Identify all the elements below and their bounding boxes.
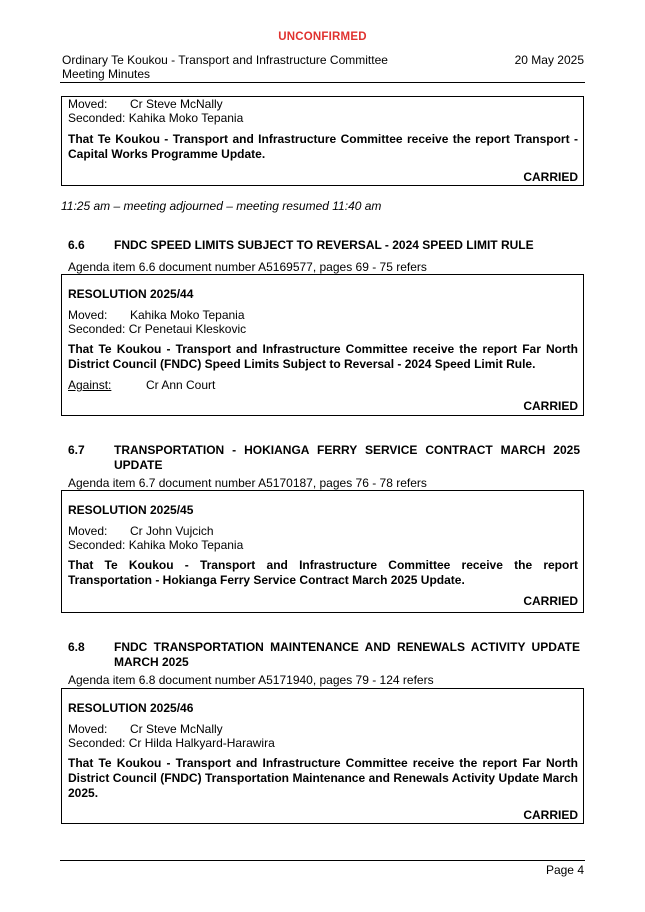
- moved-by: Kahika Moko Tepania: [130, 308, 245, 322]
- resolution-number: RESOLUTION 2025/44: [68, 287, 194, 301]
- moved-by: Cr John Vujcich: [130, 524, 214, 538]
- seconded-row: [68, 538, 578, 552]
- seconded-row: [68, 736, 578, 750]
- seconded-label: Seconded:: [68, 322, 126, 336]
- moved-row: [68, 308, 578, 322]
- resolution-box-2025-46: [61, 688, 584, 824]
- against-label: Against:: [68, 378, 112, 392]
- result-carried: CARRIED: [523, 594, 578, 608]
- motion-text: That Te Koukou - Transport and Infrastructure Committee receive the report Transportation - Hokianga Ferry Service Contract March 2025 Update.: [68, 558, 578, 587]
- moved-row: [68, 722, 578, 736]
- motion-text: That Te Koukou - Transport and Infrastructure Committee receive the report Transport - Capital Works Programme Update.: [68, 132, 578, 161]
- item-number: 6.8: [68, 640, 85, 654]
- resolution-number: RESOLUTION 2025/46: [68, 701, 194, 715]
- meeting-date: 20 May 2025: [514, 53, 584, 67]
- adjournment-note: 11:25 am – meeting adjourned – meeting resumed 11:40 am: [61, 199, 382, 213]
- moved-by: Cr Steve McNally: [130, 97, 223, 111]
- motion-text: That Te Koukou - Transport and Infrastructure Committee receive the report Far North District Council (FNDC) Transportation Maintenance and Renewals Activity Update March 2025.: [68, 756, 578, 800]
- item-title: FNDC TRANSPORTATION MAINTENANCE AND RENEWALS ACTIVITY UPDATE MARCH 2025: [114, 640, 580, 669]
- moved-row: [68, 97, 578, 111]
- unconfirmed-label: UNCONFIRMED: [278, 31, 367, 43]
- item-number: 6.6: [68, 238, 85, 252]
- agenda-reference: Agenda item 6.6 document number A5169577, pages 69 - 75 refers: [68, 260, 427, 274]
- committee-name: Ordinary Te Koukou - Transport and Infrastructure Committee: [62, 53, 388, 67]
- seconded-label: Seconded:: [68, 111, 126, 125]
- seconded-row: [68, 322, 578, 336]
- moved-label: Moved:: [68, 308, 108, 322]
- resolution-box-2025-45: [61, 490, 584, 613]
- page-header-title: [62, 53, 388, 81]
- moved-label: Moved:: [68, 722, 108, 736]
- result-carried: CARRIED: [523, 399, 578, 413]
- seconded-row: [68, 111, 578, 125]
- agenda-reference: Agenda item 6.8 document number A5171940, pages 79 - 124 refers: [68, 673, 434, 687]
- item-number: 6.7: [68, 443, 85, 457]
- item-heading-6-6: [68, 238, 580, 253]
- header-divider: [60, 82, 585, 83]
- resolution-number: RESOLUTION 2025/45: [68, 503, 194, 517]
- result-carried: CARRIED: [523, 170, 578, 184]
- seconded-label: Seconded:: [68, 538, 126, 552]
- item-title: TRANSPORTATION - HOKIANGA FERRY SERVICE CONTRACT MARCH 2025 UPDATE: [114, 443, 580, 472]
- page-number: Page 4: [545, 863, 584, 877]
- moved-by: Cr Steve McNally: [130, 722, 223, 736]
- footer-divider: [60, 860, 585, 861]
- agenda-reference: Agenda item 6.7 document number A5170187, pages 76 - 78 refers: [68, 476, 427, 490]
- resolution-box-2025-44: [61, 274, 584, 416]
- document-type: Meeting Minutes: [62, 67, 151, 81]
- seconded-label: Seconded:: [68, 736, 126, 750]
- seconded-by: Cr Hilda Halkyard-Harawira: [128, 736, 275, 750]
- seconded-by: Kahika Moko Tepania: [128, 538, 244, 552]
- seconded-by: Cr Penetaui Kleskovic: [128, 322, 247, 336]
- moved-label: Moved:: [68, 97, 108, 111]
- item-heading-6-7: [68, 443, 580, 473]
- item-heading-6-8: [68, 640, 580, 670]
- motion-text: That Te Koukou - Transport and Infrastructure Committee receive the report Far North District Council (FNDC) Speed Limits Subject to Reversal - 2024 Speed Limit Rule.: [68, 342, 578, 371]
- moved-label: Moved:: [68, 524, 108, 538]
- seconded-by: Kahika Moko Tepania: [128, 111, 244, 125]
- against-row: [68, 378, 578, 392]
- against-member: Cr Ann Court: [146, 378, 216, 392]
- result-carried: CARRIED: [523, 808, 578, 822]
- moved-row: [68, 524, 578, 538]
- resolution-box-capital-works: [61, 96, 584, 186]
- item-title: FNDC SPEED LIMITS SUBJECT TO REVERSAL - 2024 SPEED LIMIT RULE: [114, 238, 534, 252]
